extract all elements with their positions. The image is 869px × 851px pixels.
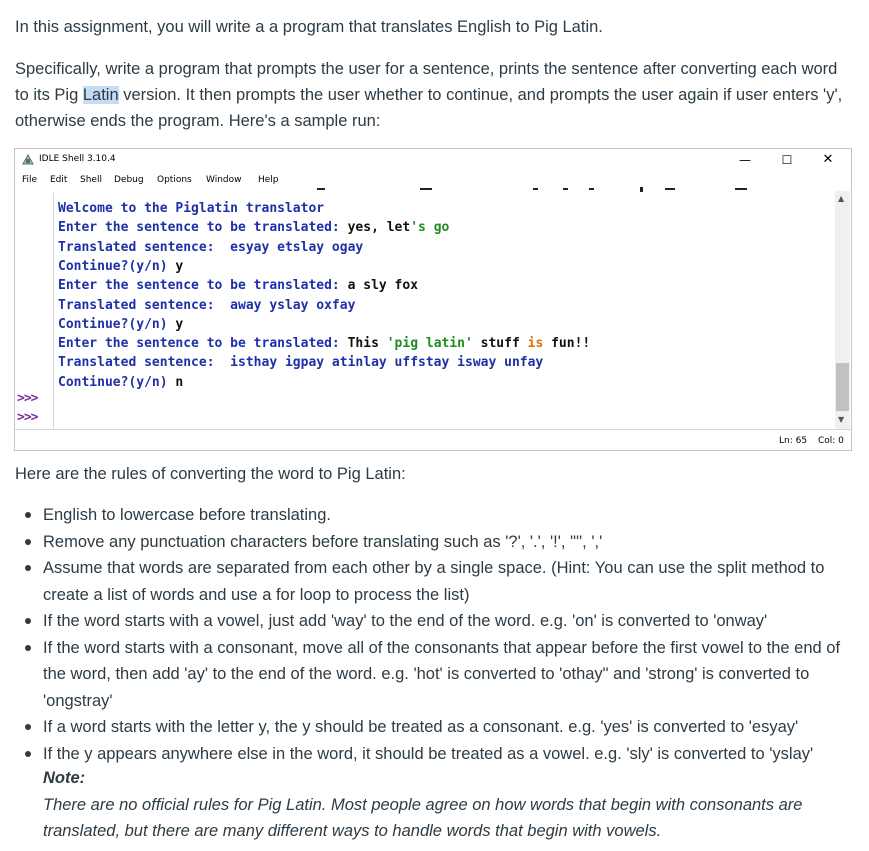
window-title: IDLE Shell 3.10.4 [39,154,116,164]
shell-line [58,373,183,392]
clipped-text-artifact [735,188,747,190]
shell-text-segment: Continue?(y/n) [58,374,176,390]
close-button[interactable]: ✕ [822,152,834,167]
shell-text-segment: y [175,316,184,332]
rules-list [15,502,860,767]
note-section [43,765,853,845]
shell-text-segment: 'pig latin' [386,336,473,352]
clipped-text-artifact [640,187,643,192]
line-number-status: Ln: 65 [779,436,808,446]
shell-line [58,353,543,372]
shell-text-segment: Enter the sentence to be translated: [58,220,348,236]
shell-line [58,218,449,237]
shell-text-segment: Welcome to the Piglatin translator [58,201,325,216]
menu-debug[interactable]: Debug [114,175,144,185]
note-label: Note: [43,769,86,787]
clipped-text-artifact [589,188,594,190]
shell-text-segment: Translated sentence: isthay igpay atinlay uffstay isway unfay [58,355,544,371]
menu-window[interactable]: Window [206,175,242,185]
shell-line [58,334,590,353]
shell-line [58,257,183,276]
menu-shell[interactable]: Shell [80,175,102,185]
shell-text-segment: Translated sentence: away yslay oxfay [58,297,356,313]
shell-text-segment: a sly fox [347,278,419,294]
menu-help[interactable]: Help [258,175,279,185]
column-number-status: Col: 0 [818,436,844,446]
shell-text-segment: fun!! [543,336,591,352]
shell-prompt: >>> [17,391,38,406]
clipped-text-artifact [317,188,325,190]
shell-line [58,296,355,315]
shell-text-segment: Enter the sentence to be translated: [58,336,348,352]
status-bar [15,429,851,451]
shell-text-segment: 's go [410,220,450,236]
shell-prompt: >>> [17,410,38,425]
rule-item: Remove any punctuation characters before translating such as '?', '.', '!', '"', ',' [15,529,860,556]
rule-item: English to lowercase before translating. [15,502,860,529]
note-text: There are no official rules for Pig Latin. Most people agree on how words that begin with consonants are translated, but there are many different ways to handle words that begin with vowels. [43,795,803,840]
vertical-scrollbar[interactable] [835,191,850,429]
assignment-intro [15,14,855,134]
idle-shell-window [14,148,852,451]
scroll-up-arrow-icon[interactable]: ▲ [838,194,845,203]
menu-file[interactable]: File [22,175,38,185]
shell-output-area[interactable] [54,193,836,429]
maximize-button[interactable]: ☐ [781,153,793,167]
shell-text-segment: yes, let [347,220,411,236]
highlighted-word: Latin [82,86,119,104]
intro-paragraph-2 [15,56,855,134]
clipped-text-artifact [533,188,538,190]
rule-item: Assume that words are separated from each other by a single space. (Hint: You can use the split method to create a list of words and use a for loop to process the list) [15,555,860,608]
shell-text-segment: Translated sentence: esyay etslay ogay [58,239,364,255]
menu-edit[interactable]: Edit [50,175,68,185]
intro-text-before: Specifically, write a program that prompts the user for a sentence, prints the sentence after converting each word to its Pig [15,60,838,104]
clipped-text-artifact [563,188,568,190]
scroll-down-arrow-icon[interactable]: ▼ [838,415,845,424]
shell-line [58,238,363,257]
clipped-text-artifact [665,188,675,190]
clipped-text-artifact [420,188,432,190]
title-bar[interactable] [15,149,851,171]
prompt-gutter [15,193,54,429]
rules-heading: Here are the rules of converting the word to Pig Latin: [15,465,406,483]
shell-text-segment: n [175,374,184,390]
shell-line [58,315,183,334]
intro-text-after: version. It then prompts the user whether to continue, and prompts the user again if user enters 'y', otherwise ends the program. Here's a sample run: [15,86,843,130]
rule-item: If the word starts with a vowel, just add 'way' to the end of the word. e.g. 'on' is converted to 'onway' [15,608,860,635]
shell-text-segment: is [527,336,544,352]
menu-options[interactable]: Options [157,175,192,185]
scrollbar-thumb[interactable] [836,363,849,411]
shell-text-segment: Continue?(y/n) [58,258,176,274]
rule-item: If the y appears anywhere else in the word, it should be treated as a vowel. e.g. 'sly' is converted to 'yslay' [15,741,860,768]
intro-paragraph-1: In this assignment, you will write a a program that translates English to Pig Latin. [15,18,603,36]
shell-text-segment: Enter the sentence to be translated: [58,278,348,294]
shell-text-segment: stuff [472,336,528,352]
shell-text-segment: This [347,336,387,352]
shell-line [58,276,418,295]
rule-item: If the word starts with a consonant, move all of the consonants that appear before the first vowel to the end of the word, then add 'ay' to the end of the word. e.g. 'hot' is converted to 'othay" and 'strong' is converted to 'ongstray' [15,635,860,715]
python-idle-icon [22,154,34,165]
shell-text-segment: y [175,258,184,274]
minimize-button[interactable]: — [739,153,751,167]
shell-text-segment: Continue?(y/n) [58,316,176,332]
shell-line [58,199,324,218]
rule-item: If a word starts with the letter y, the y should be treated as a consonant. e.g. 'yes' is converted to 'esyay' [15,714,860,741]
